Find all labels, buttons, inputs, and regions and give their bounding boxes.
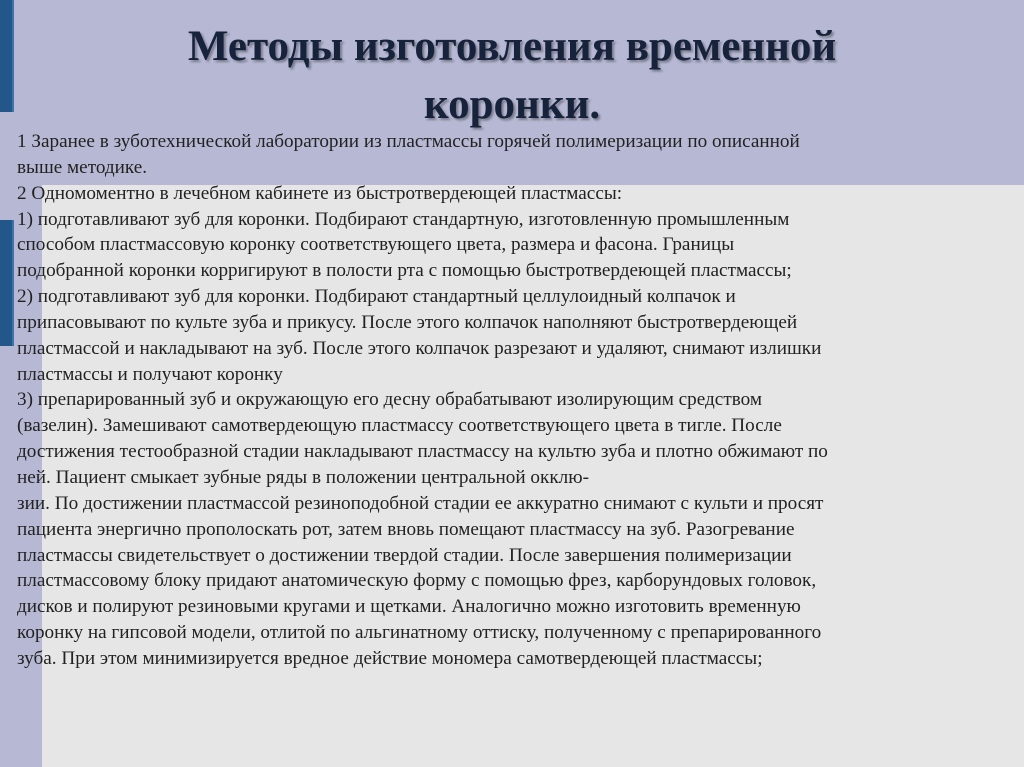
body-line: пластмассы свидетельствует о достижении твердой стадии. После завершения полимеризации (17, 544, 792, 566)
slide-title-line-1: Методы изготовления временной (187, 23, 837, 70)
slide-body-text (17, 129, 1012, 672)
body-line: пластмассы и получают коронку (17, 363, 283, 385)
accent-bar-middle (0, 220, 14, 346)
body-line: ней. Пациент смыкает зубные ряды в положении центральной окклю- (17, 466, 589, 488)
body-line: зуба. При этом минимизируется вредное действие мономера самотвердеющей пластмассы; (17, 647, 763, 669)
body-line: 2) подготавливают зуб для коронки. Подбирают стандартный целлулоидный колпачок и (17, 286, 736, 308)
body-line: 1) подготавливают зуб для коронки. Подбирают стандартную, изготовленную промышленным (17, 208, 790, 230)
body-line: выше методике. (17, 156, 148, 178)
body-line: пациента энергично прополоскать рот, затем вновь помещают пластмассу на зуб. Разогревание (17, 518, 795, 540)
body-line: 1 Заранее в зуботехнической лаборатории из пластмассы горячей полимеризации по описанной (17, 131, 800, 152)
body-line: 3) препарированный зуб и окружающую его десну обрабатывают изолирующим средством (17, 389, 763, 411)
body-line: достижения тестообразной стадии накладывают пластмассу на культю зуба и плотно обжимают по (17, 441, 828, 463)
body-line: 2 Одномоментно в лечебном кабинете из быстротвердеющей пластмассы: (17, 182, 623, 204)
body-line: подобранной коронки корригируют в полости рта с помощью быстротвердеющей пластмассы; (17, 260, 792, 282)
slide-title (60, 18, 964, 134)
slide-title-line-2: коронки. (423, 81, 601, 128)
body-line: способом пластмассовую коронку соответствующего цвета, размера и фасона. Границы (17, 234, 735, 256)
body-line: пластмассовому блоку придают анатомическую форму с помощью фрез, карборундовых головок, (17, 570, 817, 592)
body-line: дисков и полируют резиновыми кругами и щетками. Аналогично можно изготовить временную (17, 596, 801, 618)
body-line: пластмассой и накладывают на зуб. После этого колпачок разрезают и удаляют, снимают излишки (17, 337, 822, 359)
body-line: (вазелин). Замешивают самотвердеющую пластмассу соответствующего цвета в тигле. После (17, 415, 782, 437)
body-line: коронку на гипсовой модели, отлитой по альгинатному оттиску, полученному с препарированного (17, 622, 822, 644)
accent-bar-top (0, 0, 14, 112)
body-line: припасовывают по культе зуба и прикусу. После этого колпачок наполняют быстротвердеющей (17, 311, 798, 333)
body-line: зии. По достижении пластмассой резиноподобной стадии ее аккуратно снимают с культи и просят (17, 492, 824, 514)
